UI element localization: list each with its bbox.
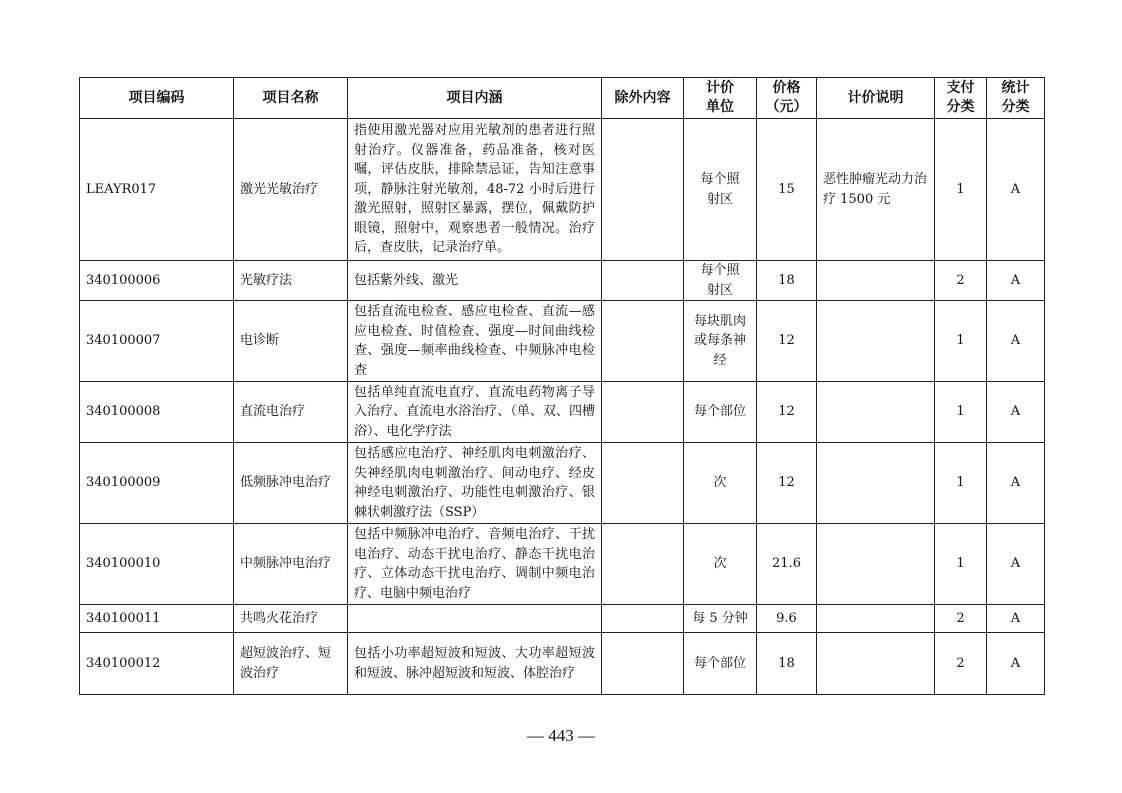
cell-price: 12 <box>757 301 817 382</box>
cell-pay: 2 <box>935 633 987 695</box>
header-price-line1: 价格 <box>772 80 801 96</box>
table-row <box>80 119 1045 261</box>
header-exclusions: 除外内容 <box>602 78 684 119</box>
table-row <box>80 524 1045 605</box>
cell-pay: 1 <box>935 119 987 261</box>
header-stat-line1: 统计 <box>1001 80 1030 96</box>
header-pay <box>935 78 987 119</box>
cell-unit-text: 每个照射区 <box>700 263 740 298</box>
cell-price: 9.6 <box>757 605 817 633</box>
table-header-row <box>80 78 1045 119</box>
table-row <box>80 261 1045 301</box>
header-price <box>757 78 817 119</box>
table-row <box>80 443 1045 524</box>
table-row <box>80 301 1045 382</box>
header-pay-line2: 分类 <box>946 99 975 115</box>
cell-exclusions <box>602 301 684 382</box>
cell-stat: A <box>987 633 1045 695</box>
cell-unit <box>684 261 757 301</box>
header-stat-line2: 分类 <box>1001 99 1030 115</box>
cell-unit: 次 <box>684 524 757 605</box>
cell-name: 激光光敏治疗 <box>234 119 348 261</box>
cell-price: 21.6 <box>757 524 817 605</box>
cell-content: 包括直流电检查、感应电检查、直流—感应电检查、时值检查、强度—时间曲线检查、强度—频率曲线检查、中频脉冲电检查 <box>348 301 602 382</box>
cell-price: 12 <box>757 443 817 524</box>
cell-unit <box>684 119 757 261</box>
cell-name: 直流电治疗 <box>234 382 348 443</box>
cell-code: 340100006 <box>80 261 234 301</box>
cell-code: LEAYR017 <box>80 119 234 261</box>
cell-code: 340100008 <box>80 382 234 443</box>
table-row <box>80 382 1045 443</box>
cell-content <box>348 605 602 633</box>
cell-unit: 每个部位 <box>684 382 757 443</box>
cell-unit <box>684 301 757 382</box>
cell-note <box>817 633 935 695</box>
cell-exclusions <box>602 119 684 261</box>
cell-stat: A <box>987 605 1045 633</box>
cell-note <box>817 382 935 443</box>
table-row <box>80 633 1045 695</box>
cell-name: 中频脉冲电治疗 <box>234 524 348 605</box>
cell-pay: 2 <box>935 261 987 301</box>
cell-pay: 2 <box>935 605 987 633</box>
cell-name: 光敏疗法 <box>234 261 348 301</box>
cell-stat: A <box>987 261 1045 301</box>
header-pay-line1: 支付 <box>946 80 975 96</box>
header-unit-line1: 计价 <box>706 80 734 96</box>
cell-code: 340100010 <box>80 524 234 605</box>
cell-exclusions <box>602 605 684 633</box>
cell-content: 包括单纯直流电直疗、直流电药物离子导入治疗、直流电水浴治疗、（单、双、四槽浴）、电化学疗法 <box>348 382 602 443</box>
cell-name: 超短波治疗、短波治疗 <box>234 633 348 695</box>
price-table <box>79 77 1045 695</box>
cell-exclusions <box>602 524 684 605</box>
cell-exclusions <box>602 382 684 443</box>
cell-stat: A <box>987 524 1045 605</box>
page-number: — 443 — <box>527 726 595 745</box>
header-code: 项目编码 <box>80 78 234 119</box>
cell-pay: 1 <box>935 524 987 605</box>
cell-code: 340100009 <box>80 443 234 524</box>
cell-stat: A <box>987 382 1045 443</box>
cell-pay: 1 <box>935 382 987 443</box>
cell-unit-text: 每块肌肉或每条神经 <box>694 313 747 368</box>
cell-name: 共鸣火花治疗 <box>234 605 348 633</box>
cell-content: 指使用激光器对应用光敏剂的患者进行照射治疗。仪器准备，药品准备，核对医嘱，评估皮肤，排除禁忌证，告知注意事项，静脉注射光敏剂，48-72 小时后进行激光照射，照射区暴露，摆位，佩戴防护眼镜，照射中，观察患者一般情况。治疗后，查皮肤，记录治疗单。 <box>348 119 602 261</box>
cell-price: 18 <box>757 261 817 301</box>
header-content: 项目内涵 <box>348 78 602 119</box>
cell-price: 12 <box>757 382 817 443</box>
cell-note <box>817 605 935 633</box>
header-price-line2: （元） <box>765 99 808 115</box>
cell-unit: 每 5 分钟 <box>684 605 757 633</box>
cell-price: 15 <box>757 119 817 261</box>
header-note: 计价说明 <box>817 78 935 119</box>
cell-content: 包括小功率超短波和短波、大功率超短波和短波、脉冲超短波和短波、体腔治疗 <box>348 633 602 695</box>
cell-note <box>817 261 935 301</box>
cell-pay: 1 <box>935 443 987 524</box>
cell-name: 电诊断 <box>234 301 348 382</box>
cell-note <box>817 443 935 524</box>
cell-stat: A <box>987 119 1045 261</box>
header-unit-line2: 单位 <box>706 99 734 115</box>
cell-note: 恶性肿瘤光动力治疗 1500 元 <box>817 119 935 261</box>
cell-exclusions <box>602 633 684 695</box>
cell-code: 340100011 <box>80 605 234 633</box>
cell-unit-text: 每个照射区 <box>700 172 740 207</box>
cell-code: 340100007 <box>80 301 234 382</box>
header-name: 项目名称 <box>234 78 348 119</box>
cell-content: 包括中频脉冲电治疗、音频电治疗、干扰电治疗、动态干扰电治疗、静态干扰电治疗、立体动态干扰电治疗、调制中频电治疗、电脑中频电治疗 <box>348 524 602 605</box>
cell-content: 包括紫外线、激光 <box>348 261 602 301</box>
header-stat <box>987 78 1045 119</box>
cell-price: 18 <box>757 633 817 695</box>
cell-unit: 次 <box>684 443 757 524</box>
cell-note <box>817 301 935 382</box>
cell-pay: 1 <box>935 301 987 382</box>
cell-stat: A <box>987 301 1045 382</box>
cell-exclusions <box>602 443 684 524</box>
cell-note <box>817 524 935 605</box>
cell-content: 包括感应电治疗、神经肌肉电刺激治疗、失神经肌肉电刺激治疗、间动电疗、经皮神经电刺激治疗、功能性电刺激治疗、银棘状刺激疗法（SSP） <box>348 443 602 524</box>
header-unit <box>684 78 757 119</box>
cell-unit: 每个部位 <box>684 633 757 695</box>
cell-code: 340100012 <box>80 633 234 695</box>
cell-exclusions <box>602 261 684 301</box>
cell-name: 低频脉冲电治疗 <box>234 443 348 524</box>
table-row <box>80 605 1045 633</box>
cell-stat: A <box>987 443 1045 524</box>
